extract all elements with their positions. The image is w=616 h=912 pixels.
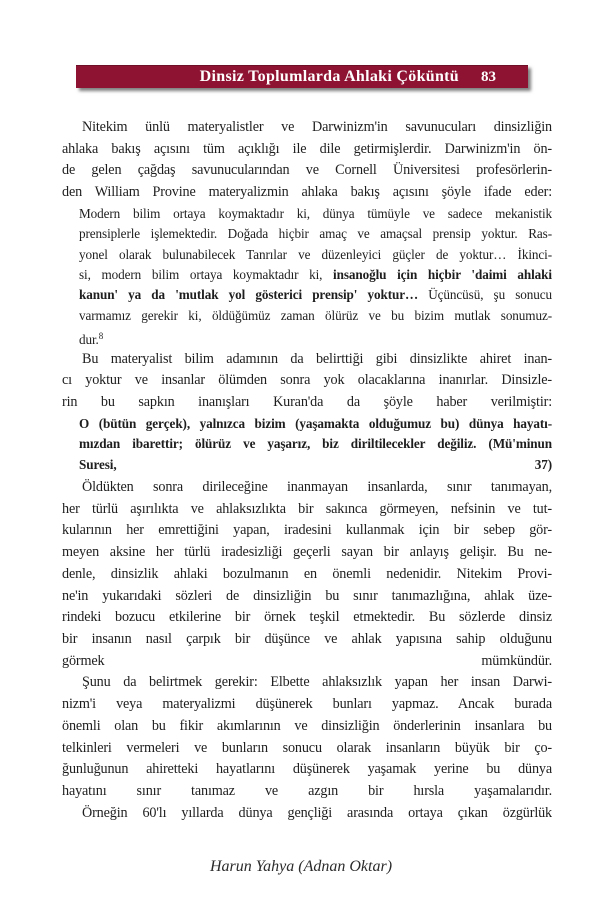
- text-line: [79, 224, 552, 244]
- author-name: Harun Yahya (Adnan Oktar): [209, 858, 393, 875]
- text-segment: hayatını sınır tanımaz ve azgın bir hırsla yaşamalarıdır.: [62, 783, 552, 799]
- text-segment: nizm'i veya materyalizmi düşünerek bunları yapmaz. Ancak burada: [62, 696, 552, 713]
- text-segment: de gelen çağdaş savunucularından ve Cornell Üniversitesi profesörlerin-: [62, 162, 552, 179]
- footnote-ref: 8: [98, 331, 104, 342]
- text-segment: Modern bilim ortaya koymaktadır ki, dünya tümüyle ve sadece mekanistik: [79, 205, 552, 221]
- text-segment: rin bu sapkın inanışları Kuran'da da şöyle haber verilmiştir:: [62, 394, 552, 411]
- text-segment: Öldükten sonra dirileceğine inanmayan insanlarda, sınır tanımayan,: [82, 478, 552, 495]
- text-segment: Örneğin 60'lı yıllarda dünya gençliği arasında ortaya çıkan özgürlük: [82, 804, 552, 821]
- text-line: [79, 326, 552, 346]
- paragraph: [62, 477, 552, 672]
- text-segment: dur.: [79, 332, 99, 347]
- text-segment: her türlü aşırılıkta ve ahlaksızlıkta bir sakınca görmeyen, nefsinin ve tut-: [62, 500, 552, 517]
- text-line: [62, 520, 552, 542]
- text-line: [79, 265, 552, 285]
- text-segment: insanoğlu için hiçbir 'daimi ahlaki: [333, 267, 552, 283]
- text-line: [62, 182, 552, 204]
- text-segment: ğunluğunun ahiretteki hayatlarını düşünerek yaşamak yerine bu dünya: [62, 761, 552, 778]
- text-line: [79, 455, 552, 475]
- page-footer: [0, 858, 602, 876]
- text-line: [62, 803, 552, 825]
- text-segment: Suresi, 37): [79, 456, 552, 472]
- text-segment: yonel olarak bulunabilecek Tanrılar ve düzenleyici güçler de yoktur… İkinci-: [79, 246, 552, 262]
- text-segment: meyen aksine her türlü iradesizliği geçerli sayan bir anlayış gelişir. Bu ne-: [62, 544, 552, 561]
- paragraph: [62, 117, 552, 204]
- text-line: [62, 672, 552, 694]
- text-segment: rindeki bozucu etkilerine bir örnek teşkil etmektedir. Bu sözlerde dinsiz: [62, 609, 552, 626]
- text-segment: ahlaka bakış açısını tüm açıklığı ile dile getirmişlerdir. Darwinizm'in ön-: [62, 140, 552, 157]
- text-line: [62, 160, 552, 182]
- block-quote: [79, 414, 552, 475]
- text-line: [62, 499, 552, 521]
- text-segment: O (bütün gerçek), yalnızca bizim (yaşamakta olduğumuz bu) dünya hayatı-: [79, 415, 552, 431]
- block-quote: [79, 204, 552, 347]
- text-line: [79, 306, 552, 326]
- text-segment: varmamız gerekir ki, öldüğümüz zaman ölürüz ve bu bizim mutlak sonumuz-: [79, 307, 552, 323]
- text-line: [62, 542, 552, 564]
- text-segment: telkinleri vermeleri ve bunların sonucu olarak insanların büyük bir ço-: [62, 739, 552, 756]
- body-text: [62, 117, 552, 824]
- text-segment: ne'in yukarıdaki sözleri de dinsizliğin bu sınır tanımazlığına, ahlak üze-: [62, 587, 552, 604]
- text-segment: si, modern bilim ortaya koymaktadır ki,: [79, 267, 334, 283]
- text-line: [62, 716, 552, 738]
- text-segment: Nitekim ünlü materyalistler ve Darwinizm'in savunucuları dinsizliğin: [82, 119, 552, 135]
- text-line: [62, 370, 552, 392]
- text-line: [62, 607, 552, 629]
- text-segment: önemli olan bu fikir akımlarının ve dinsizliğin önderlerinin insanlara bu: [62, 717, 552, 734]
- text-segment: mızdan ibarettir; ölürüz ve yaşarız, biz diriltilecekler değiliz. (Mü'minun: [79, 436, 552, 452]
- text-line: [62, 651, 552, 673]
- text-line: [62, 759, 552, 781]
- text-segment: görmek mümkündür.: [62, 652, 552, 669]
- text-line: [62, 781, 552, 803]
- paragraph: [62, 349, 552, 414]
- text-line: [79, 245, 552, 265]
- text-segment: prensiplerle işlemektedir. Doğada hiçbir amaç ve amaçsal prensip yoktur. Ras-: [79, 226, 552, 242]
- text-line: [62, 139, 552, 161]
- header-bar: [76, 65, 528, 88]
- text-line: [62, 738, 552, 760]
- page-number: 83: [481, 68, 496, 85]
- text-line: [62, 586, 552, 608]
- text-segment: denle, dinsizlik ahlaki bozulmanın en önemli nedenidir. Nitekim Provi-: [62, 565, 552, 582]
- text-line: [62, 564, 552, 586]
- text-line: [79, 414, 552, 434]
- text-segment: kularının her emrettiğini yapan, iradesini kullanmak için bir sebep gör-: [62, 522, 552, 539]
- text-line: [62, 694, 552, 716]
- text-line: [62, 629, 552, 651]
- text-segment: Üçüncüsü, şu sonucu: [418, 287, 552, 303]
- text-segment: Bu materyalist bilim adamının da belirttiği gibi dinsizlikte ahiret inan-: [82, 350, 552, 367]
- text-line: [62, 117, 552, 139]
- chapter-title: Dinsiz Toplumlarda Ahlaki Çöküntü: [199, 68, 459, 85]
- text-line: [62, 349, 552, 371]
- text-line: [79, 204, 552, 224]
- text-line: [62, 477, 552, 499]
- paragraph: [62, 672, 552, 802]
- text-segment: cı yoktur ve insanlar ölümden sonra yok olacaklarına inanırlar. Dinsizle-: [62, 372, 552, 389]
- text-segment: Şunu da belirtmek gerekir: Elbette ahlaksızlık yapan her insan Darwi-: [82, 674, 552, 691]
- text-line: [79, 434, 552, 454]
- text-segment: kanun' ya da 'mutlak yol gösterici prensip' yoktur…: [79, 287, 419, 303]
- paragraph: [62, 803, 552, 825]
- text-segment: bir insanın nasıl çarpık bir düşünce ve ahlak yapısına sahip olduğunu: [62, 630, 552, 647]
- text-line: [62, 392, 552, 414]
- text-line: [79, 285, 552, 305]
- text-segment: den William Provine materyalizmin ahlaka bakış açısını şöyle ifade eder:: [62, 184, 552, 201]
